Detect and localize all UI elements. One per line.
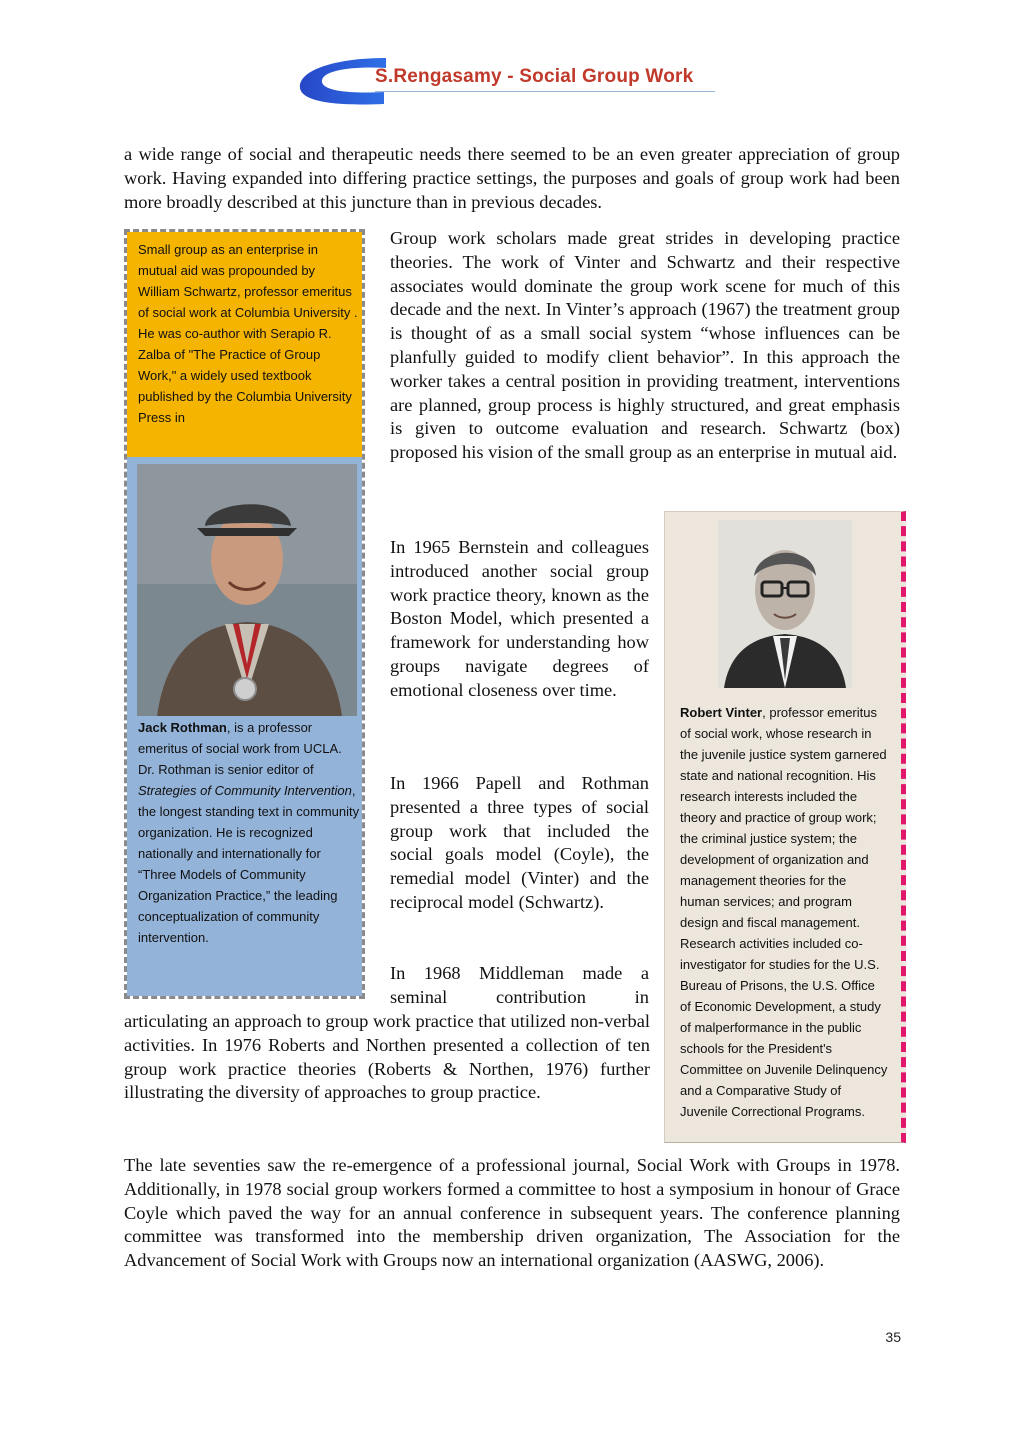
rothman-book-title: Strategies of Community Intervention — [138, 783, 352, 798]
rothman-text-2: , the longest standing text in community organization. He is recognized nationally and internationally for “Three Models of Community Organization Practice,” the leading conceptualization of community intervention. — [138, 783, 360, 945]
paragraph-papell-rothman: In 1966 Papell and Rothman presented a three types of social group work that included the social goals model (Coyle), the remedial model (Vinter) and the reciprocal model (Schwartz). — [390, 773, 649, 912]
rothman-caption — [138, 717, 360, 948]
rothman-text-1: , is a professor emeritus of social work from UCLA. Dr. Rothman is senior editor of — [138, 720, 342, 777]
page-number: 35 — [885, 1329, 901, 1345]
page-header — [0, 0, 1024, 120]
portrait-icon — [718, 520, 852, 688]
paragraph-middleman-a: In 1968 Middleman made a seminal contribution in — [390, 963, 649, 1007]
rothman-name: Jack Rothman — [138, 720, 227, 735]
paragraph-middleman-b: articulating an approach to group work practice that utilized non-verbal activities. In 1976 Roberts and Northen presented a collection of ten group work practice theories (Roberts & Northen, 1976) further illustrating the diversity of approaches to group practice. — [124, 1011, 650, 1103]
vinter-name: Robert Vinter — [680, 705, 763, 720]
header-divider — [375, 91, 715, 92]
rothman-photo — [137, 464, 357, 716]
vinter-text: , professor emeritus of social work, whose research in the juvenile justice system garnered state and national recognition. His research interests included the theory and practice of group work; the criminal justice system; the development of organization and management theories for the human services; and program design and fiscal management. Research activities included co-investigator for studies for the U.S. Bureau of Prisons, the U.S. Office of Economic Development, a study of malperformance in the public schools for the President's Committee on Juvenile Delinquency and a Comparative Study of Juvenile Correctional Programs. — [680, 705, 888, 1119]
paragraph-intro: a wide range of social and therapeutic needs there seemed to be an even greater appreciation of group work. Having expanded into differing practice settings, the purposes and goals of group work had been more broadly described at this juncture than in previous decades. — [124, 144, 900, 212]
header-title: S.Rengasamy - Social Group Work — [375, 66, 694, 87]
schwartz-caption: Small group as an enterprise in mutual aid was propounded by William Schwartz, professor emeritus of social work at Columbia University . He was co-author with Serapio R. Zalba of "The Practice of Group Work," a widely used textbook published by the Columbia University Press in — [138, 242, 358, 425]
paragraph-late-seventies: The late seventies saw the re-emergence of a professional journal, Social Work with Groups in 1978. Additionally, in 1978 social group workers formed a committee to host a symposium in honour of Grace Coyle which paved the way for an annual conference in subsequent years. The conference planning committee was transformed into the membership driven organization, The Association for the Advancement of Social Work with Groups now an international organization (AASWG, 2006). — [124, 1155, 900, 1271]
paragraph-boston-model: In 1965 Bernstein and colleagues introduced another social group work practice theory, known as the Boston Model, which presented a framework for understanding how groups navigate degrees of emotional closeness over time. — [390, 537, 649, 700]
paragraph-theories: Group work scholars made great strides in developing practice theories. The work of Vinter and Schwartz and their respective associates would dominate the group work scene for much of this decade and the next. In Vinter’s approach (1967) the treatment group is thought of as a small social system “whose influences can be planfully guided to modify client behavior”. In this approach the worker takes a central position in providing treatment, interventions are planned, group process is highly structured, and great emphasis is given to outcome evaluation and research. Schwartz (box) proposed his vision of the small group as an enterprise in mutual aid. — [390, 228, 900, 463]
portrait-icon — [137, 464, 357, 716]
header-swoosh-graphic — [296, 56, 386, 108]
vinter-caption — [680, 702, 888, 1122]
vinter-photo — [718, 520, 852, 688]
